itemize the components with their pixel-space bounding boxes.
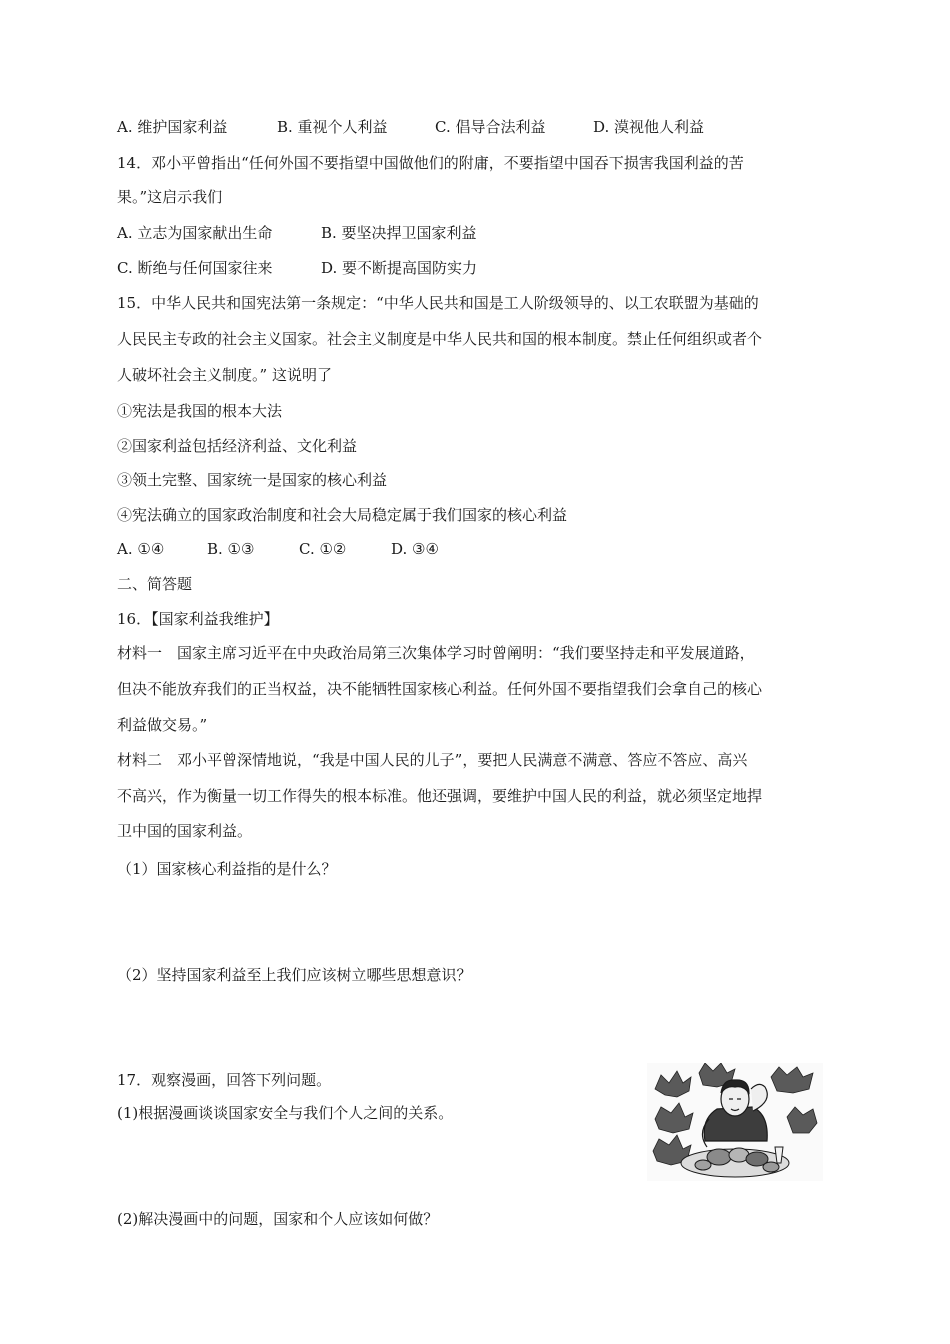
q14-stem-line1: 14．邓小平曾指出“任何外国不要指望中国做他们的附庸，不要指望中国吞下损害我国利益的苦 (117, 154, 744, 172)
q15-statement-1: ①宪法是我国的根本大法 (117, 402, 283, 420)
q15-option-d: D. ③④ (391, 540, 439, 558)
q14-option-d: D. 要不断提高国防实力 (321, 259, 478, 277)
q14-stem-line2: 果。”这启示我们 (117, 188, 223, 206)
q16-material2-line2: 不高兴，作为衡量一切工作得失的根本标准。他还强调，要维护中国人民的利益，就必须坚定地捍 (117, 787, 763, 805)
q13-option-a: A. 维护国家利益 (117, 118, 228, 136)
q17-sub-question-1: (1)根据漫画谈谈国家安全与我们个人之间的关系。 (117, 1104, 454, 1122)
q16-material2-line1: 材料二 邓小平曾深情地说，“我是中国人民的儿子”，要把人民满意不满意、答应不答应、高兴 (117, 751, 748, 769)
q14-option-b: B. 要坚决捍卫国家利益 (321, 224, 477, 242)
section2-title: 二、简答题 (117, 575, 193, 593)
q13-option-d: D. 漠视他人利益 (593, 118, 705, 136)
q13-option-c: C. 倡导合法利益 (435, 118, 546, 136)
q16-sub-question-1: （1）国家核心利益指的是什么？ (117, 860, 337, 878)
q15-stem-line1: 15．中华人民共和国宪法第一条规定：“中华人民共和国是工人阶级领导的、以工农联盟为基础的 (117, 294, 759, 312)
q16-material1-line3: 利益做交易。” (117, 716, 208, 734)
q14-option-c: C. 断绝与任何国家往来 (117, 259, 273, 277)
q15-statement-4: ④宪法确立的国家政治制度和社会大局稳定属于我们国家的核心利益 (117, 506, 568, 524)
q17-title: 17．观察漫画，回答下列问题。 (117, 1071, 332, 1089)
q15-option-a: A. ①④ (117, 540, 165, 558)
q16-material2-line3: 卫中国的国家利益。 (117, 822, 253, 840)
q15-stem-line2: 人民民主专政的社会主义国家。社会主义制度是中华人民共和国的根本制度。禁止任何组织或者个 (117, 330, 763, 348)
q15-statement-3: ③领土完整、国家统一是国家的核心利益 (117, 471, 388, 489)
q15-stem-line3: 人破坏社会主义制度。” 这说明了 (117, 366, 332, 384)
q13-option-b: B. 重视个人利益 (277, 118, 388, 136)
q15-option-c: C. ①② (299, 540, 347, 558)
q15-options (117, 539, 439, 559)
q16-sub-question-2: （2）坚持国家利益至上我们应该树立哪些思想意识？ (117, 966, 472, 984)
q14-option-a: A. 立志为国家献出生命 (117, 224, 273, 242)
q16-material1-line2: 但决不能放弃我们的正当权益，决不能牺牲国家核心利益。任何外国不要指望我们会拿自己的核心 (117, 680, 763, 698)
q16-title: 16．【国家利益我维护】 (117, 610, 279, 628)
q15-option-b: B. ①③ (207, 540, 255, 558)
q15-statement-2: ②国家利益包括经济利益、文化利益 (117, 437, 358, 455)
q17-sub-question-2: (2)解决漫画中的问题，国家和个人应该如何做？ (117, 1210, 439, 1228)
cartoon-illustration (647, 1063, 823, 1181)
q16-material1-line1: 材料一 国家主席习近平在中央政治局第三次集体学习时曾阐明：“我们要坚持走和平发展道路， (117, 644, 755, 662)
q14-options-row2 (117, 258, 477, 278)
q14-options-row1 (117, 223, 477, 243)
q13-options (117, 117, 704, 137)
